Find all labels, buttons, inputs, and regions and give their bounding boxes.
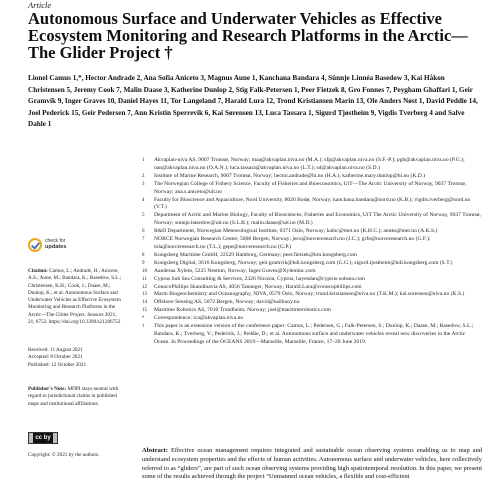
accepted-date: Accepted: 8 October 2021 [28,354,83,361]
affiliation-item [142,299,482,307]
affiliation-text: This paper is an extension version of the conference paper: Camus, L.; Pedersen, G.; Falk-Petersen, S.; Dunlop, K.; Daase, M.; Basedow, S.L.; Bandara, K.; Tverberg, V.; Pederick, J.; Peddie, D.; et al. Autonomous surface and underwater vehicles reveal new discoveries in the Arctic Ocean. In Proceedings of the OCEANS 2019—Marseille, Marseille, France, 17–20 June 2019. [154,323,474,345]
citation-block [28,268,124,326]
affiliation-item [142,252,482,260]
cc-license-text: cc by [35,435,51,441]
affiliation-item [142,315,482,323]
affiliation-item [142,173,482,181]
affiliation-text: The Norwegian College of Fishery Science, Faculty of Fisheries and Bioeconomics, UiT—The Arctic University of Norway, 9037 Tromsø, Norway; ana.s.aniceto@uit.no [154,180,467,195]
affiliation-number: 8 [142,252,145,258]
affiliation-number: 14 [142,300,147,306]
affiliation-number: 6 [142,229,145,235]
received-date: Received: 11 August 2021 [28,347,83,353]
affiliation-number: 12 [142,284,147,290]
affiliation-text: Maritime Robotics AS, 7010 Trondheim, Norway; joel@maritimerobotics.com [154,307,331,314]
affiliation-number: † [142,324,145,330]
affiliation-number: 9 [142,260,145,266]
check-updates-icon [28,238,42,252]
affiliation-item [142,268,482,276]
affiliation-item [142,228,482,236]
affiliation-text: Aanderaa Xylem, 5225 Nesttun, Norway; Inger.Graves@Xyleminc.com [154,267,316,274]
affiliation-number: 3 [142,181,145,187]
affiliation-text: Institute of Marine Research, 9007 Tromsø, Norway; hector.andrade@hi.no (H.A.); katherine.mary.dunlop@hi.no (K.D.) [154,172,426,179]
affiliation-item [142,212,482,228]
affiliation-number: 13 [142,292,147,298]
affiliation-item [142,260,482,268]
affiliation-text: ConocoPhillips Skandinavia AS, 4056 Tananger, Norway; Harald.Lura@conocophillips.com [154,283,362,290]
affiliation-number: 11 [142,276,147,282]
cc-by-license-icon[interactable] [28,432,58,444]
affiliation-number: 15 [142,308,147,314]
affiliation-item [142,276,482,284]
affiliation-number: * [142,316,145,322]
affiliation-item [142,307,482,315]
abstract-text: Effective ocean management requires integrated and sustainable ocean observing systems enabling us to map and understand ecosystem properties and the effects of human activities. Autonomous surface and underwater vehicles, here collectively referred to as “gliders”, are part of such ocean observing systems providing high spatiotemporal resolution. In this paper, we present some of the results achieved through the project “Unmanned ocean vehicles, a flexible and cost-efficient [142,447,482,481]
affiliation-text: Faculty for Bioscience and Aquaculture, Nord University, 8026 Bodø, Norway; kanchana.bandara@nord.no (K.B.); vigdis.tverberg@nord.no (V.T.) [154,196,471,211]
badge-line-2: updates [45,243,67,250]
affiliation-number: 10 [142,268,147,274]
citation-text[interactable]: Camus, L.; Andrade, H.; Aniceto, A.S.; Aune, M.; Bandara, K.; Basedow, S.L.; Christensen, K.H.; Cook, J.; Daase, M.; Dunlop, K.; et al. Autonomous Surface and Underwater Vehicles as Effective Ecosystem Monitoring and Research Platforms in the Arctic—The Glider Project. Sensors 2021, 21, 6752. https://doi.org/10.3390/s21206752 [28,268,122,326]
affiliation-item [142,181,482,197]
publisher-note-text: MDPI stays neutral with regard to jurisdictional claims in published maps and institutional affiliations. [28,386,119,407]
badge-line-1: check for [45,238,66,244]
affiliation-text: Offshore Sensing AS, 5072 Bergen, Norway; david@sailbuoy.no [154,299,300,306]
publisher-note [28,386,124,408]
affiliation-number: 5 [142,213,145,219]
dates-block [28,347,124,369]
copyright-notice: Copyright: © 2021 by the authors. [28,452,100,458]
published-date: Published: 12 October 2021 [28,361,87,368]
affiliation-item [142,197,482,213]
affiliation-text: R&D Department, Norwegian Meteorological Institute, 0371 Oslo, Norway; kaihc@met.no (K.H.C.); annks@met.no (A.K.S.) [154,228,438,235]
paper-title: Autonomous Surface and Underwater Vehicles as Effective Ecosystem Monitoring and Research Platforms in the Arctic—The Glider Project † [28,9,468,62]
affiliation-number: 2 [142,173,145,179]
affiliation-text: Kongsberg Digital, 3616 Kongsberg, Norway; geir.gramvik@kdi.kongsberg.com (G.G.); sigurd.tjostheim@kdi.kongsberg.com (S.T.) [154,259,453,266]
author-list: Lionel Camus 1,*, Hector Andrade 2, Ana Sofia Aniceto 3, Magnus Aune 1, Kanchana Bandara 4, Sünnje Linnéa Basedow 3, Kai Håkon Christensen 5, Jeremy Cook 7, Malin Daase 3, Katherine Dunlop 2, Stig Falk-Petersen 1, Peer Fietzek 8, Gro Fonnes 7, Peygham Ghaffari 1, Geir Gramvik 9, Inger Graves 10, Daniel Hayes 11, Tor Langeland 7, Harald Lura 12, Trond Kristiansen Marin 13, Ole Anders Nøst 1, David Peddie 14, Joel Pederick 15, Geir Pedersen 7, Ann Kristin Sperrevik 6, Kai Sørensen 13, Luca Tassara 1, Sigurd Tjøstheim 9, Vigdis Tverberg 4 and Salve Dahle 1 [28,74,478,129]
check-for-updates-badge[interactable] [28,238,68,266]
affiliation-item [142,236,482,252]
affiliation-text: Department of Arctic and Marine Biology, Faculty of Biosciences, Fisheries and Economics, UiT The Arctic University of Norway, 9037 Tromsø, Norway; sunnje.basedow@uit.no (S.L.B.); malin.daase@uit.no (M.D.) [154,212,481,227]
affiliation-text: NORCE Norwegian Research Center, 5008 Bergen, Norway; jeco@norceresearch.no (J.C.); grfo@norceresearch.no (G.F.); tola@norceresearch.no (T.L.); gepe@norceresearch.no (G.P.) [154,236,431,250]
affiliation-number: 4 [142,197,145,203]
affiliation-item [142,323,482,347]
affiliation-number: 7 [142,237,145,243]
affiliation-text: Correspondence: lca@akvaplan.niva.no [154,315,244,322]
article-type-label: Article [28,0,52,10]
abstract-label: Abstract: [142,447,168,454]
affiliation-text: Akvaplan-niva AS, 9007 Tromsø, Norway; maa@akvaplan.niva.no (M.A.); sfp@akvaplan.niva.no (S.F.-P.); pgh@akvaplan.niva.no (P.G.); oan@akvaplan.niva.no (O.A.N.); luca.tassara@akvaplan.niva.no (L.T.); sd@akvaplan.niva.no (S.D.) [154,157,465,171]
affiliation-text: Marin Biogeochemistry and Oceanography, NIVA, 0579 Oslo, Norway; trond.kristiansen@niva.no (T.K.M.); kai.sorensen@niva.no (K.S.) [154,291,465,298]
citation-label: Citation: [28,268,48,274]
affiliation-item [142,157,482,173]
affiliations-list [142,157,482,347]
affiliation-text: Kongsberg Maritime GmbH, 22529 Hamburg, Germany; peer.fietzek@km.kongsberg.com [154,251,357,258]
publisher-note-label: Publisher's Note: [28,386,67,392]
affiliation-text: Cyprus Sub Sea Consulting & Services, 2326 Nicosia, Cyprus; hayesdan@cyprus-subsea.com [154,275,365,282]
abstract [142,447,482,482]
affiliation-number: 1 [142,158,145,163]
